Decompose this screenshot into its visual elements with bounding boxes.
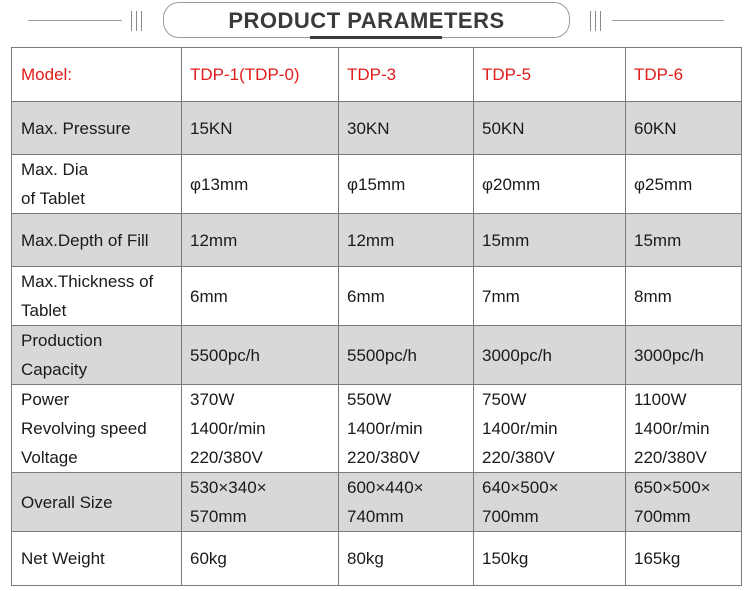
table-row-max-thickness: [12, 267, 742, 326]
table-cell: 600×440× 740mm: [339, 473, 474, 532]
row-label: Production Capacity: [12, 326, 182, 385]
row-label: Overall Size: [12, 473, 182, 532]
table-row-max-depth: [12, 214, 742, 267]
table-cell: 1100W 1400r/min 220/380V: [626, 385, 742, 473]
table-row-net-weight: [12, 532, 742, 586]
column-header-model-4: TDP-6: [626, 48, 742, 102]
table-row-max-dia: [12, 155, 742, 214]
column-header-model-3: TDP-5: [474, 48, 626, 102]
table-cell: 165kg: [626, 532, 742, 586]
row-label: Max.Depth of Fill: [12, 214, 182, 267]
table-cell: 650×500× 700mm: [626, 473, 742, 532]
table-cell: 15mm: [474, 214, 626, 267]
table-cell: 12mm: [182, 214, 339, 267]
table-row-max-pressure: [12, 102, 742, 155]
table-cell: 5500pc/h: [182, 326, 339, 385]
header-rule-left: [28, 20, 122, 21]
table-cell: 12mm: [339, 214, 474, 267]
column-header-model-2: TDP-3: [339, 48, 474, 102]
table-header-row: [12, 48, 742, 102]
table-cell: 7mm: [474, 267, 626, 326]
column-header-model: Model:: [12, 48, 182, 102]
table-cell: 6mm: [182, 267, 339, 326]
table-cell: 80kg: [339, 532, 474, 586]
table-cell: 3000pc/h: [626, 326, 742, 385]
title-underline: [310, 36, 442, 39]
table-cell: 530×340× 570mm: [182, 473, 339, 532]
table-cell: 150kg: [474, 532, 626, 586]
table-cell: 60KN: [626, 102, 742, 155]
table-cell: 750W 1400r/min 220/380V: [474, 385, 626, 473]
table-row-overall-size: [12, 473, 742, 532]
table-cell: 30KN: [339, 102, 474, 155]
table-cell: 15mm: [626, 214, 742, 267]
table-cell: φ15mm: [339, 155, 474, 214]
row-label: Max. Pressure: [12, 102, 182, 155]
table-cell: 550W 1400r/min 220/380V: [339, 385, 474, 473]
parameters-table: [11, 47, 742, 586]
page-title: PRODUCT PARAMETERS: [163, 2, 570, 38]
table-cell: 640×500× 700mm: [474, 473, 626, 532]
table-cell: 5500pc/h: [339, 326, 474, 385]
table-row-production-capacity: [12, 326, 742, 385]
row-label: Max.Thickness of Tablet: [12, 267, 182, 326]
table-cell: 8mm: [626, 267, 742, 326]
row-label: Power Revolving speed Voltage: [12, 385, 182, 473]
table-cell: φ25mm: [626, 155, 742, 214]
table-cell: 6mm: [339, 267, 474, 326]
table-cell: 370W 1400r/min 220/380V: [182, 385, 339, 473]
table-cell: 3000pc/h: [474, 326, 626, 385]
column-header-model-1: TDP-1(TDP-0): [182, 48, 339, 102]
row-label: Max. Dia of Tablet: [12, 155, 182, 214]
table-row-power-speed-voltage: [12, 385, 742, 473]
table-cell: 50KN: [474, 102, 626, 155]
table-cell: φ13mm: [182, 155, 339, 214]
row-label: Net Weight: [12, 532, 182, 586]
table-cell: 15KN: [182, 102, 339, 155]
table-cell: φ20mm: [474, 155, 626, 214]
table-cell: 60kg: [182, 532, 339, 586]
header-rule-right: [612, 20, 724, 21]
page-header: [0, 0, 750, 44]
